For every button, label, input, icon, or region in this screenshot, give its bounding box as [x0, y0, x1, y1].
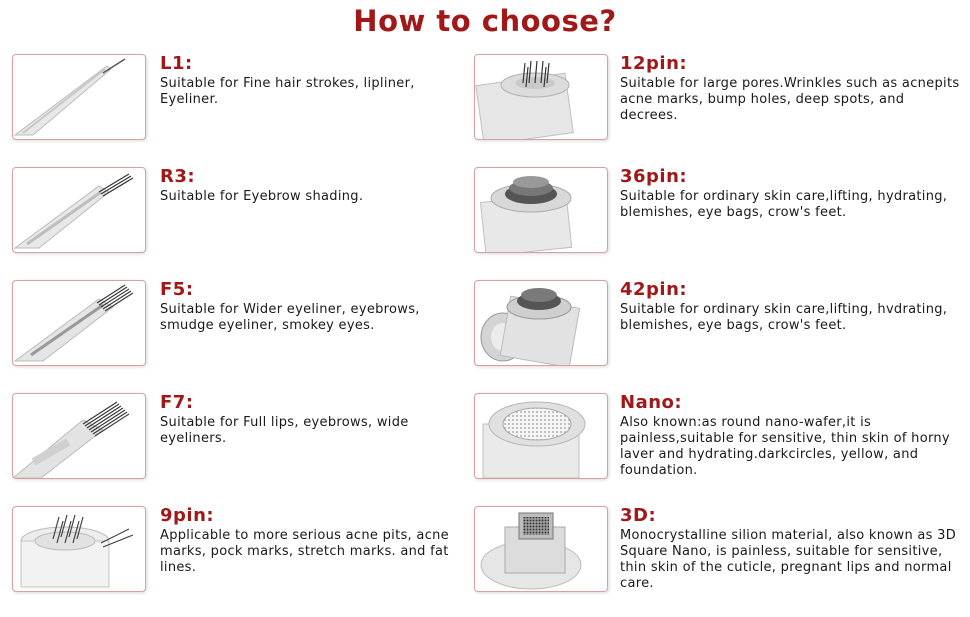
cartridge-item-36pin	[474, 165, 964, 278]
needle-item-r3	[12, 165, 464, 278]
cartridge-item-12pin	[474, 52, 964, 165]
nine-pin-cartridge-icon	[12, 506, 146, 592]
needle-description: Applicable to more serious acne pits, acne marks, pock marks, stretch marks. and fat lines.	[160, 528, 449, 575]
cartridge-name: 42pin:	[620, 279, 688, 300]
cartridge-list	[474, 52, 964, 617]
forty-two-pin-cartridge-icon	[474, 280, 608, 366]
flat-seven-needle-icon	[12, 393, 146, 479]
needle-name: F7:	[160, 392, 194, 413]
single-needle-icon	[12, 54, 146, 140]
cartridge-item-nano	[474, 391, 964, 504]
cartridge-description: Suitable for large pores.Wrinkles such as acnepits acne marks, bump holes, deep spots, and decrees.	[620, 76, 960, 123]
needle-item-f5	[12, 278, 464, 391]
page-title: How to choose?	[353, 4, 617, 38]
cartridge-name: 3D:	[620, 505, 657, 526]
square-nano-cartridge-icon	[474, 506, 608, 592]
needle-description: Suitable for Wider eyeliner, eyebrows, smudge eyeliner, smokey eyes.	[160, 302, 420, 333]
cartridge-description: Monocrystalline silion material, also known as 3D Square Nano, is painless, suitable for sensitive, thin skin of the cuticle, pregnant lips and normal care.	[620, 528, 957, 591]
cartridge-item-3d	[474, 504, 964, 617]
needle-item-9pin	[12, 504, 464, 617]
thirty-six-pin-cartridge-icon	[474, 167, 608, 253]
needle-name: F5:	[160, 279, 194, 300]
needle-name: L1:	[160, 53, 193, 74]
twelve-pin-cartridge-icon	[474, 54, 608, 140]
cartridge-description: Also known:as round nano-wafer,it is painless,suitable for sensitive, thin skin of horny laver and hydrating.darkcircles, yellow, and foundation.	[620, 415, 950, 478]
three-needle-icon	[12, 167, 146, 253]
cartridge-name: Nano:	[620, 392, 683, 413]
cartridge-item-42pin	[474, 278, 964, 391]
needle-list	[12, 52, 464, 617]
cartridge-name: 36pin:	[620, 166, 688, 187]
needle-name: R3:	[160, 166, 196, 187]
needle-description: Suitable for Full lips, eyebrows, wide eyeliners.	[160, 415, 409, 446]
nano-wafer-cartridge-icon	[474, 393, 608, 479]
needle-description: Suitable for Eyebrow shading.	[160, 189, 364, 204]
cartridge-description: Suitable for ordinary skin care,lifting, hvdrating, blemishes, eye bags, crow's feet.	[620, 302, 948, 333]
needle-item-l1	[12, 52, 464, 165]
needle-name: 9pin:	[160, 505, 215, 526]
cartridge-name: 12pin:	[620, 53, 688, 74]
needle-item-f7	[12, 391, 464, 504]
needle-description: Suitable for Fine hair strokes, lipliner, Eyeliner.	[160, 76, 415, 107]
flat-five-needle-icon	[12, 280, 146, 366]
cartridge-description: Suitable for ordinary skin care,lifting, hydrating, blemishes, eye bags, crow's feet.	[620, 189, 948, 220]
